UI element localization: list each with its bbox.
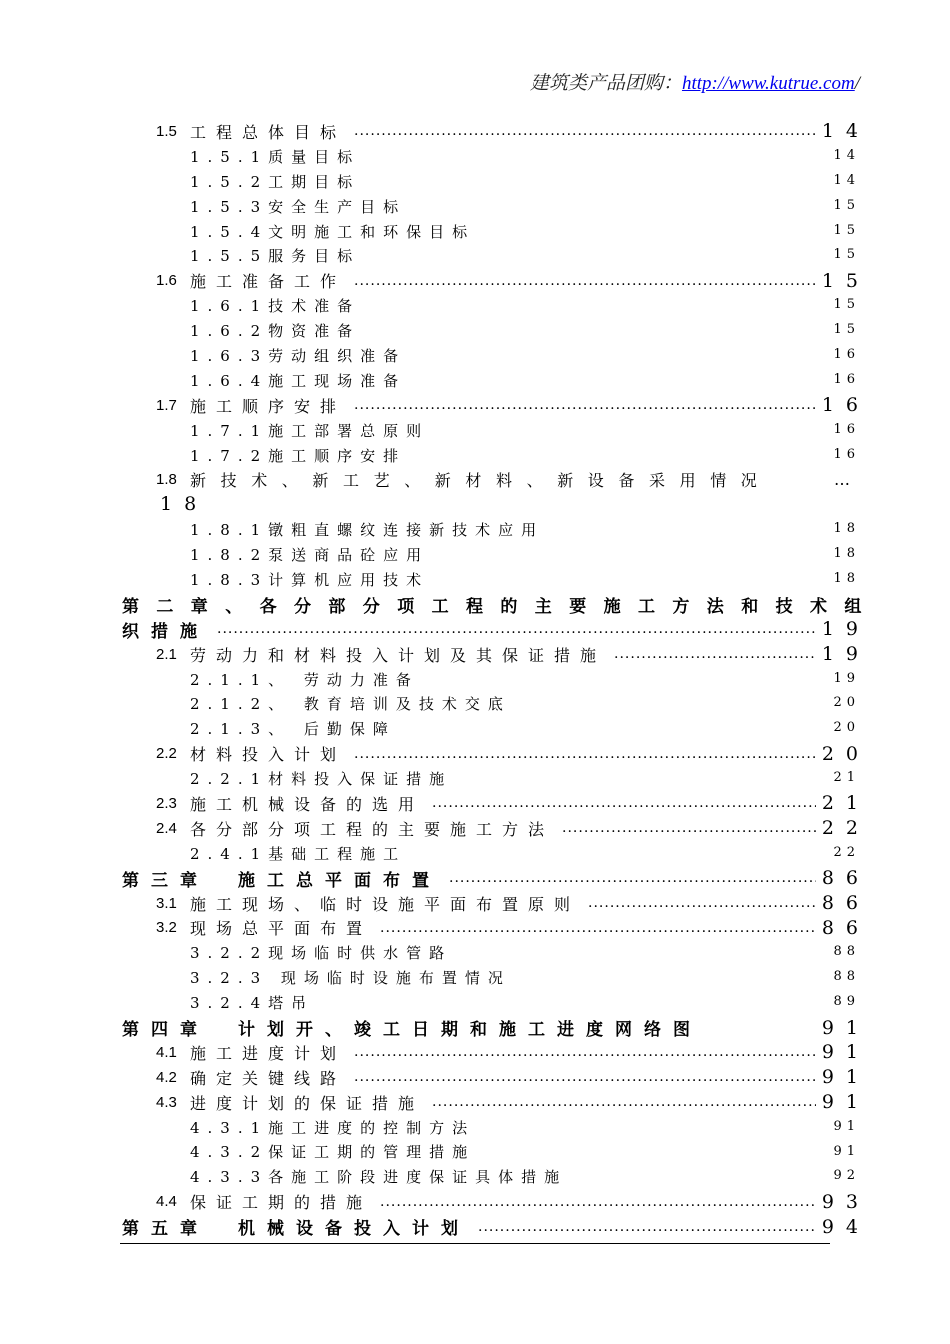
toc-page-number: 91 (821, 1041, 870, 1064)
toc-entry[interactable] (0, 194, 950, 219)
toc-entry[interactable] (0, 1090, 950, 1115)
toc-entry[interactable] (0, 592, 950, 617)
toc-entry[interactable] (0, 1115, 950, 1140)
bottom-rule (120, 1243, 830, 1244)
toc-entry[interactable] (0, 567, 950, 592)
toc-entry-title: 4.3.3各施工阶段进度保证具体措施 (190, 1168, 568, 1187)
toc-page-number: 14 (833, 147, 860, 163)
toc-section-number: 3.1 (156, 894, 177, 912)
toc-entry[interactable] (0, 467, 950, 492)
toc-entry[interactable] (0, 1065, 950, 1090)
toc-leader-dots (354, 123, 816, 139)
toc-entry[interactable] (0, 368, 950, 393)
toc-section-number: 1.8 (156, 471, 177, 489)
toc-entry-title: 4.3.1施工进度的控制方法 (190, 1118, 476, 1137)
toc-entry[interactable] (0, 268, 950, 293)
toc-leader-dots (562, 820, 816, 836)
toc-entry-title: 1.5.5服务目标 (190, 247, 361, 266)
toc-entry-title: 1.7.2施工顺序安排 (190, 446, 407, 465)
toc-section-number: 1.5 (156, 122, 177, 140)
toc-page-number: 15 (833, 222, 860, 238)
toc-section-number: 1.7 (156, 396, 177, 414)
toc-entry[interactable] (0, 1140, 950, 1165)
toc-leader-dots (380, 1194, 816, 1210)
toc-entry[interactable] (0, 791, 950, 816)
toc-entry[interactable] (0, 119, 950, 144)
toc-page-number: 18 (833, 571, 860, 587)
toc-entry-title: 施工准备工作 (190, 272, 347, 292)
toc-leader-dots (432, 1094, 816, 1110)
toc-section-number: 4.3 (156, 1093, 177, 1111)
toc-entry-title: 1.8.2泵送商品砼应用 (190, 546, 430, 565)
toc-leader-dots (478, 1219, 816, 1235)
toc-entry[interactable] (0, 716, 950, 741)
toc-section-number: 4.1 (156, 1043, 177, 1061)
header-suffix: / (854, 73, 860, 94)
toc-entry[interactable] (0, 642, 950, 667)
toc-entry[interactable] (0, 990, 950, 1015)
toc-entry[interactable] (0, 1015, 950, 1040)
toc-entry-title: 4.3.2保证工期的管理措施 (190, 1143, 476, 1162)
toc-page-number: 88 (833, 969, 860, 985)
toc-leader-dots (380, 920, 816, 936)
toc-page-number: 20 (821, 742, 870, 765)
toc-page-number: 20 (833, 720, 860, 736)
toc-page-number: 15 (833, 247, 860, 263)
toc-entry[interactable] (0, 517, 950, 542)
toc-page-number: 16 (833, 446, 860, 462)
toc-leader-dots (614, 646, 816, 662)
toc-section-number: 2.4 (156, 819, 177, 837)
toc-entry[interactable] (0, 841, 950, 866)
toc-entry-title: 2.1.3、 后勤保障 (190, 720, 396, 739)
toc-page-number: 91 (821, 1016, 870, 1039)
toc-page-number: 19 (821, 618, 870, 641)
toc-entry-title: 1.8.1镦粗直螺纹连接新技术应用 (190, 521, 545, 540)
toc-entry[interactable] (0, 916, 950, 941)
toc-page-number: 19 (821, 643, 870, 666)
toc-page-number: 18 (160, 493, 209, 516)
toc-entry-title: 确定关键线路 (190, 1068, 347, 1088)
toc-entry-title: 新技术、新工艺、新材料、新设备采用情况 (190, 471, 772, 491)
toc-entry-title: 3.2.3 现场临时设施布置情况 (190, 969, 511, 988)
toc-section-number: 2.3 (156, 794, 177, 812)
toc-entry[interactable] (0, 940, 950, 965)
toc-page-number: 91 (821, 1066, 870, 1089)
toc-page-number: 16 (821, 394, 870, 417)
toc-page-number: 21 (833, 770, 860, 786)
header-prefix: 建筑类产品团购： (529, 73, 682, 94)
toc-leader-dots (432, 795, 816, 811)
toc-entry-title: 施工现场、临时设施平面布置原则 (190, 894, 581, 914)
toc-entry[interactable] (0, 1040, 950, 1065)
toc-entry-title: 1.5.3安全生产目标 (190, 197, 407, 216)
toc-page-number: 16 (833, 371, 860, 387)
toc-entry-continuation[interactable] (0, 617, 950, 642)
toc-page-number: 18 (833, 546, 860, 562)
toc-page-number: 16 (833, 347, 860, 363)
toc-entry-title: 2.1.2、 教育培训及技术交底 (190, 695, 511, 714)
toc-page-number: 94 (821, 1215, 870, 1238)
toc-entry[interactable] (0, 816, 950, 841)
toc-entry-title: 各分部分项工程的主要施工方法 (190, 819, 555, 839)
toc-leader-dots (588, 895, 816, 911)
toc-entry[interactable] (0, 891, 950, 916)
toc-page-number: 14 (833, 172, 860, 188)
toc-entry-title: 1.6.4施工现场准备 (190, 371, 407, 390)
toc-page-number: 86 (821, 916, 870, 939)
toc-entry-title: 1.5.1质量目标 (190, 147, 361, 166)
toc-entry-title: 3.2.4塔吊 (190, 994, 315, 1013)
toc-entry-title: 工程总体目标 (190, 122, 347, 142)
toc-entry-title: 材料投入计划 (190, 745, 347, 765)
toc-entry[interactable] (0, 169, 950, 194)
toc-entry-title: 保证工期的措施 (190, 1193, 373, 1213)
toc-entry-title: 1.8.3计算机应用技术 (190, 570, 430, 589)
toc-entry-title: 2.4.1基础工程施工 (190, 844, 407, 863)
toc-entry-title: 1.5.4文明施工和环保目标 (190, 222, 476, 241)
toc-entry[interactable] (0, 691, 950, 716)
toc-entry-title: 施工机械设备的选用 (190, 794, 425, 814)
toc-entry-title: 进度计划的保证措施 (190, 1093, 425, 1113)
toc-page-number: 19 (833, 670, 860, 686)
toc-entry[interactable] (0, 1164, 950, 1189)
toc-page-number: 22 (833, 844, 860, 860)
toc-page-number: 15 (821, 269, 870, 292)
toc-leader-dots (354, 746, 816, 762)
toc-leader-dots (449, 870, 816, 886)
toc-entry[interactable] (0, 965, 950, 990)
toc-page-number: 15 (833, 322, 860, 338)
toc-entry[interactable] (0, 741, 950, 766)
toc-page-number: 21 (821, 792, 870, 815)
toc-entry-title: 1.6.3劳动组织准备 (190, 346, 407, 365)
toc-leader-dots (354, 273, 816, 289)
toc-entry[interactable] (0, 393, 950, 418)
toc-chapter-title: 第五章 机械设备投入计划 (122, 1219, 470, 1240)
table-of-contents (0, 119, 950, 1239)
toc-leader-dots (217, 621, 816, 637)
toc-entry[interactable] (0, 542, 950, 567)
toc-page-number: 20 (833, 695, 860, 711)
toc-entry-title: 3.2.2现场临时供水管路 (190, 944, 453, 963)
toc-entry[interactable] (0, 443, 950, 468)
toc-section-number: 2.2 (156, 745, 177, 763)
toc-leader-dots (354, 1044, 816, 1060)
toc-page-number: 91 (821, 1091, 870, 1114)
toc-entry[interactable] (0, 343, 950, 368)
toc-entry[interactable] (0, 243, 950, 268)
toc-page-number: 93 (821, 1190, 870, 1213)
toc-entry[interactable] (0, 667, 950, 692)
toc-entry-title: 施工顺序安排 (190, 396, 347, 416)
toc-chapter-title: 第三章 施工总平面布置 (122, 870, 441, 891)
page-header (530, 68, 860, 95)
toc-section-number: 3.2 (156, 919, 177, 937)
toc-page-number: 89 (833, 994, 860, 1010)
toc-entry-title: 1.5.2工期目标 (190, 172, 361, 191)
toc-entry-title: 现场总平面布置 (190, 919, 373, 939)
toc-entry-title: 2.2.1材料投入保证措施 (190, 770, 453, 789)
toc-page-number: 14 (821, 120, 870, 143)
toc-entry[interactable] (0, 418, 950, 443)
header-link[interactable]: http://www.kutrue.com (681, 73, 855, 94)
toc-chapter-title: 第四章 计划开、竣工日期和施工进度网络图 (122, 1020, 702, 1041)
toc-page-number: 16 (833, 421, 860, 437)
toc-chapter-title: 织措施 (122, 621, 209, 642)
toc-entry[interactable] (0, 866, 950, 891)
toc-entry-title: 劳动力和材料投入计划及其保证措施 (190, 645, 607, 665)
toc-page-number: 91 (833, 1143, 860, 1159)
toc-entry-title: 1.6.1技术准备 (190, 297, 361, 316)
toc-entry[interactable] (0, 1214, 950, 1239)
toc-page-number: 92 (833, 1168, 860, 1184)
toc-entry-title: 施工进度计划 (190, 1043, 347, 1063)
toc-page-number: 22 (821, 817, 870, 840)
toc-leader-dots (354, 1069, 816, 1085)
toc-section-number: 4.4 (156, 1193, 177, 1211)
toc-section-number: 2.1 (156, 645, 177, 663)
toc-section-number: 4.2 (156, 1068, 177, 1086)
toc-page-number: 18 (833, 521, 860, 537)
toc-entry[interactable] (0, 1189, 950, 1214)
toc-entry[interactable] (0, 318, 950, 343)
toc-entry-title: 1.7.1施工部署总原则 (190, 421, 430, 440)
toc-section-number: 1.6 (156, 272, 177, 290)
toc-entry[interactable] (0, 766, 950, 791)
toc-leader-dots (354, 397, 816, 413)
toc-ellipsis: … (834, 470, 850, 490)
toc-entry-title: 1.6.2物资准备 (190, 322, 361, 341)
toc-page-number: 91 (833, 1118, 860, 1134)
toc-page-number: 88 (833, 944, 860, 960)
toc-page-number: 86 (821, 867, 870, 890)
toc-page-number: 86 (821, 892, 870, 915)
toc-entry-continuation (0, 492, 950, 517)
toc-page-number: 15 (833, 297, 860, 313)
toc-entry-title: 2.1.1、 劳动力准备 (190, 670, 419, 689)
toc-entry[interactable] (0, 219, 950, 244)
toc-chapter-title: 第二章、各分部分项工程的主要施工方法和技术组 (122, 596, 879, 617)
toc-page-number: 15 (833, 197, 860, 213)
toc-entry[interactable] (0, 144, 950, 169)
toc-entry[interactable] (0, 293, 950, 318)
